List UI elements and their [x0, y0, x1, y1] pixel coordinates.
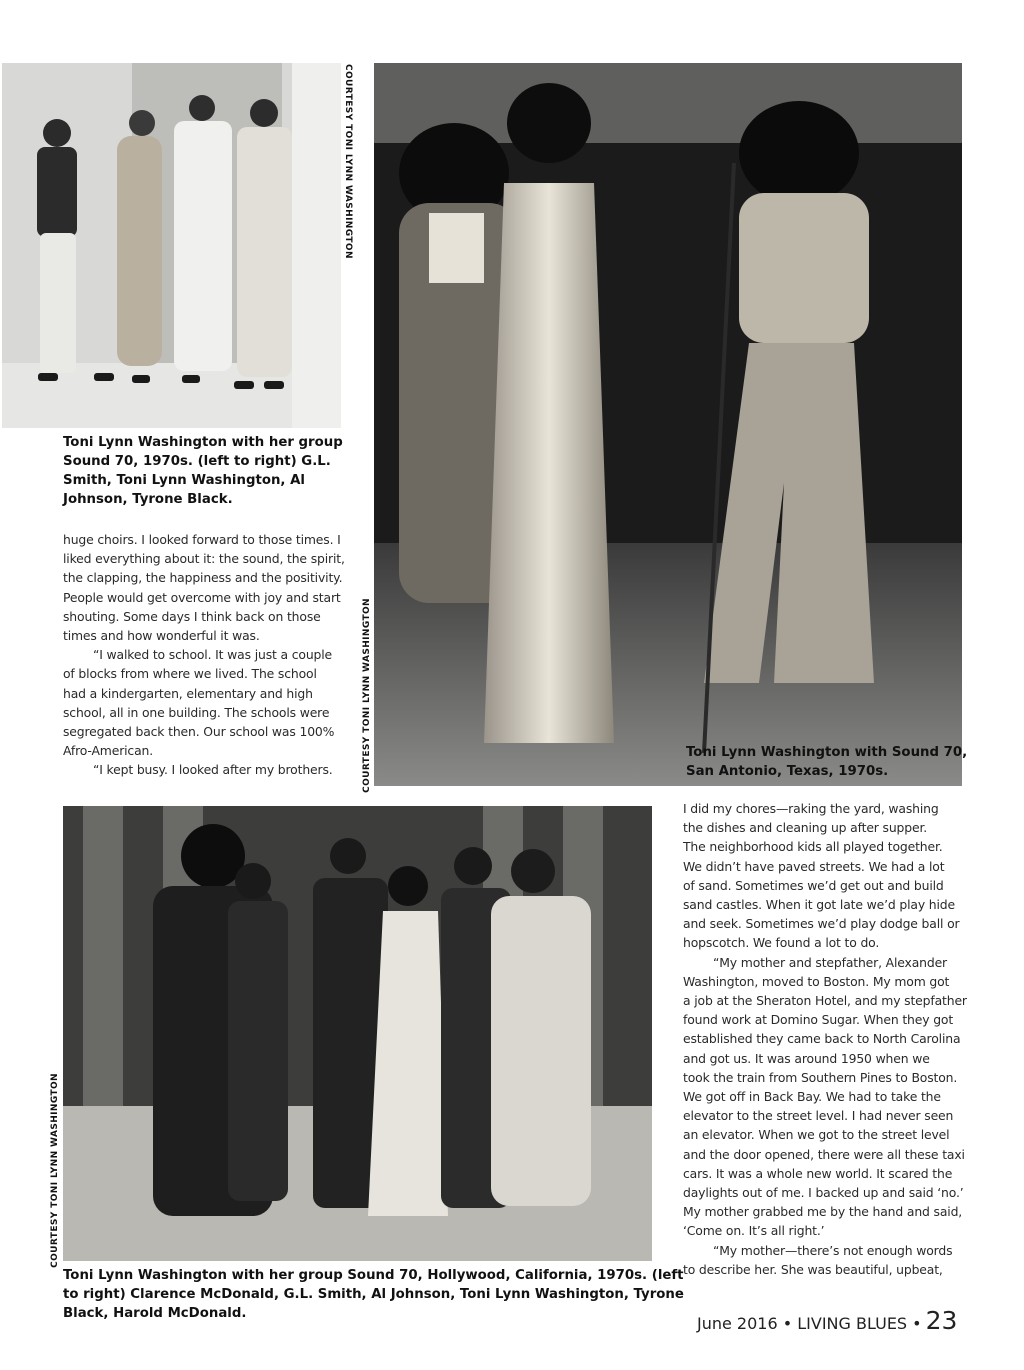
body-line: People would get overcome with joy and start [63, 589, 341, 605]
body-line: “My mother—there’s not enough words [713, 1242, 953, 1258]
body-line: sand castles. When it got late we’d play hide [683, 897, 955, 913]
body-line: hopscotch. We found a lot to do. [683, 935, 880, 951]
issue-line: June 2016 • LIVING BLUES • [697, 1314, 922, 1333]
body-line: huge choirs. I looked forward to those times. I [63, 532, 341, 547]
caption-formal [63, 1266, 684, 1323]
body-line: “I kept busy. I looked after my brothers. [93, 762, 333, 778]
body-line: The neighborhood kids all played together. [683, 839, 943, 855]
caption-line: Smith, Toni Lynn Washington, Al [63, 473, 305, 488]
photo-group-hallway [2, 63, 341, 428]
photo-stage-performance [374, 63, 962, 786]
body-line: of blocks from where we lived. The school [63, 666, 317, 682]
body-line: and got us. It was around 1950 when we [683, 1050, 930, 1066]
photo-group-hallway-image [2, 63, 341, 428]
body-line: of sand. Sometimes we’d get out and build [683, 877, 944, 893]
body-line: and seek. Sometimes we’d play dodge ball or [683, 916, 960, 932]
caption-line: Black, Harold McDonald. [63, 1306, 247, 1321]
body-line: Afro-American. [63, 743, 154, 759]
body-line: We didn’t have paved streets. We had a lot [683, 858, 945, 874]
body-line: found work at Domino Sugar. When they got [683, 1012, 954, 1028]
caption-stage [686, 743, 967, 781]
page-number: 23 [925, 1306, 958, 1335]
body-line: the dishes and cleaning up after supper. [683, 820, 928, 836]
body-line: times and how wonderful it was. [63, 628, 260, 644]
body-line: “My mother and stepfather, Alexander [713, 954, 947, 970]
body-text-right-column [683, 799, 973, 1279]
body-line: school, all in one building. The schools were [63, 704, 330, 720]
body-line: the clapping, the happiness and the positivity. [63, 570, 343, 586]
photo-credit-formal: COURTESY TONI LYNN WASHINGTON [50, 1073, 60, 1268]
photo-group-formal-image [63, 806, 652, 1261]
page-folio [697, 1306, 957, 1335]
body-line: My mother grabbed me by the hand and said, [683, 1204, 963, 1220]
body-line: “I walked to school. It was just a couple [93, 647, 333, 663]
caption-hallway [63, 433, 343, 509]
caption-line: San Antonio, Texas, 1970s. [686, 764, 889, 779]
photo-credit-hallway: COURTESY TONI LYNN WASHINGTON [343, 64, 353, 259]
body-line: Washington, moved to Boston. My mom got [683, 973, 950, 989]
caption-line: Toni Lynn Washington with her group [63, 435, 343, 450]
caption-line: Toni Lynn Washington with her group Sound 70, Hollywood, California, 1970s. (left [63, 1268, 684, 1283]
caption-line: to right) Clarence McDonald, G.L. Smith, Al Johnson, Toni Lynn Washington, Tyrone [63, 1287, 684, 1302]
body-line: a job at the Sheraton Hotel, and my stepfather [683, 993, 967, 1009]
body-line: an elevator. When we got to the street level [683, 1127, 950, 1143]
body-line: shouting. Some days I think back on those [63, 608, 321, 624]
photo-credit-stage: COURTESY TONI LYNN WASHINGTON [362, 598, 372, 793]
body-line: ‘Come on. It’s all right.’ [683, 1223, 825, 1239]
caption-line: Toni Lynn Washington with Sound 70, [686, 745, 968, 760]
body-text-left-column [63, 530, 345, 780]
photo-group-formal [63, 806, 652, 1261]
body-line: took the train from Southern Pines to Boston. [683, 1069, 958, 1085]
body-line: I did my chores—raking the yard, washing [683, 801, 939, 816]
body-line: cars. It was a whole new world. It scared the [683, 1165, 953, 1181]
body-line: daylights out of me. I backed up and said ‘no.’ [683, 1185, 964, 1201]
body-line: established they came back to North Carolina [683, 1031, 961, 1047]
photo-stage-performance-image [374, 63, 962, 786]
caption-line: Johnson, Tyrone Black. [63, 492, 233, 507]
body-line: segregated back then. Our school was 100% [63, 724, 335, 740]
body-line: elevator to the street level. I had never seen [683, 1108, 954, 1124]
caption-line: Sound 70, 1970s. (left to right) G.L. [63, 454, 331, 469]
body-line: liked everything about it: the sound, the spirit, [63, 551, 345, 567]
body-line: had a kindergarten, elementary and high [63, 685, 313, 701]
body-line: to describe her. She was beautiful, upbeat, [683, 1261, 943, 1277]
body-line: We got off in Back Bay. We had to take the [683, 1089, 941, 1105]
body-line: and the door opened, there were all these taxi [683, 1146, 965, 1162]
